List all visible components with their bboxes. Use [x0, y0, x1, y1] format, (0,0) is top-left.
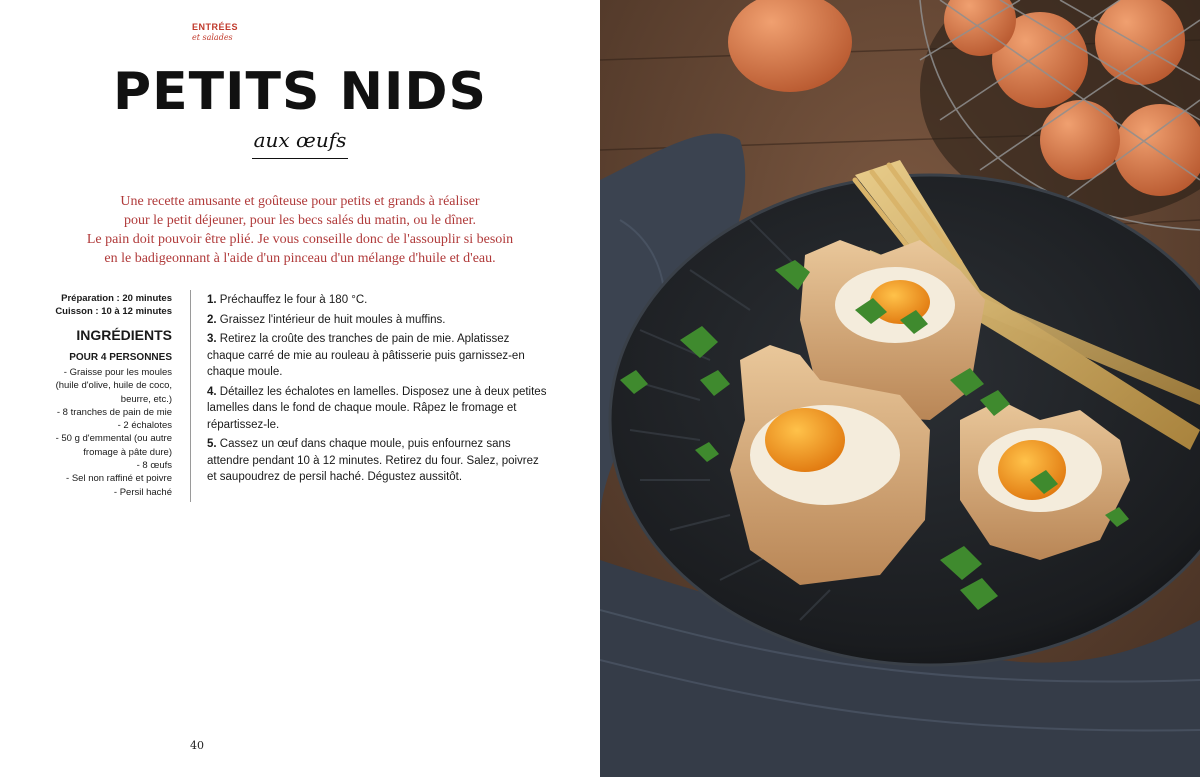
ingredient-line: - Persil haché: [113, 486, 172, 498]
step-item: [207, 331, 547, 381]
step-item: [207, 436, 547, 486]
recipe-intro: [60, 192, 540, 268]
prep-time: Préparation : 20 minutes: [61, 293, 172, 304]
recipe-times: [40, 292, 172, 318]
recipe-title: PETITS NIDS: [113, 62, 487, 122]
ingredient-line: - 8 tranches de pain de mie: [56, 406, 172, 418]
intro-line: en le badigeonnant à l'aide d'un pinceau d'un mélange d'huile et d'eau.: [104, 251, 496, 266]
recipe-steps: [207, 292, 547, 489]
ingredient-line: fromage à pâte dure): [83, 446, 172, 458]
ingredient-line: - 8 œufs: [136, 460, 172, 472]
page-number: 40: [190, 739, 204, 752]
step-item: [207, 312, 547, 329]
ingredients-title: INGRÉDIENTS: [76, 327, 172, 343]
intro-line: pour le petit déjeuner, pour les becs salés du matin, ou le dîner.: [123, 213, 477, 228]
column-divider: [190, 290, 191, 502]
ingredient-line: beurre, etc.): [120, 393, 172, 405]
ingredient-line: - 50 g d'emmental (ou autre: [55, 433, 172, 445]
step-text: Détaillez les échalotes en lamelles. Disposez une à deux petites lamelles dans le fond de chaque moule. Râpez le fromage et répartissez-le.: [207, 385, 547, 431]
ingredient-line: (huile d'olive, huile de coco,: [55, 380, 172, 392]
section-subcategory: et salades: [192, 33, 233, 42]
step-number: 1.: [207, 294, 217, 306]
ingredient-line: - Graisse pour les moules: [63, 367, 172, 378]
egg-nests-photo: [600, 0, 1200, 777]
ingredient-line: - 2 échalotes: [117, 420, 172, 432]
ingredient-line: - Sel non raffiné et poivre: [66, 473, 172, 485]
section-category: ENTRÉES: [192, 22, 239, 32]
recipe-subtitle: aux œufs: [253, 128, 347, 152]
step-item: [207, 292, 547, 309]
step-text: Graissez l'intérieur de huit moules à muffins.: [219, 313, 446, 326]
food-photo: [600, 0, 1200, 777]
intro-line: Le pain doit pouvoir être plié. Je vous conseille donc de l'assouplir si besoin: [86, 232, 514, 247]
intro-line: Une recette amusante et goûteuse pour petits et grands à réaliser: [120, 194, 480, 209]
step-item: [207, 384, 547, 434]
step-number: 2.: [207, 313, 217, 326]
step-text: Cassez un œuf dans chaque moule, puis enfournez sans attendre pendant 10 à 12 minutes. Retirez du four. Salez, poivrez et saupoudrez de persil haché. Dégustez aussitôt.: [207, 438, 539, 483]
cook-time: Cuisson : 10 à 12 minutes: [55, 306, 172, 317]
ingredients-list: [30, 366, 172, 499]
section-tag: [192, 22, 238, 42]
subtitle-underline: [252, 158, 348, 159]
step-text: Retirez la croûte des tranches de pain de mie. Aplatissez chaque carré de mie au rouleau à pâtisserie puis garnissez-en chaque moule.: [207, 333, 525, 378]
step-number: 3.: [207, 333, 217, 345]
step-number: 4.: [207, 385, 217, 398]
step-number: 5.: [207, 438, 217, 450]
step-text: Préchauffez le four à 180 °C.: [219, 294, 368, 306]
serves-label: POUR 4 PERSONNES: [69, 352, 172, 363]
